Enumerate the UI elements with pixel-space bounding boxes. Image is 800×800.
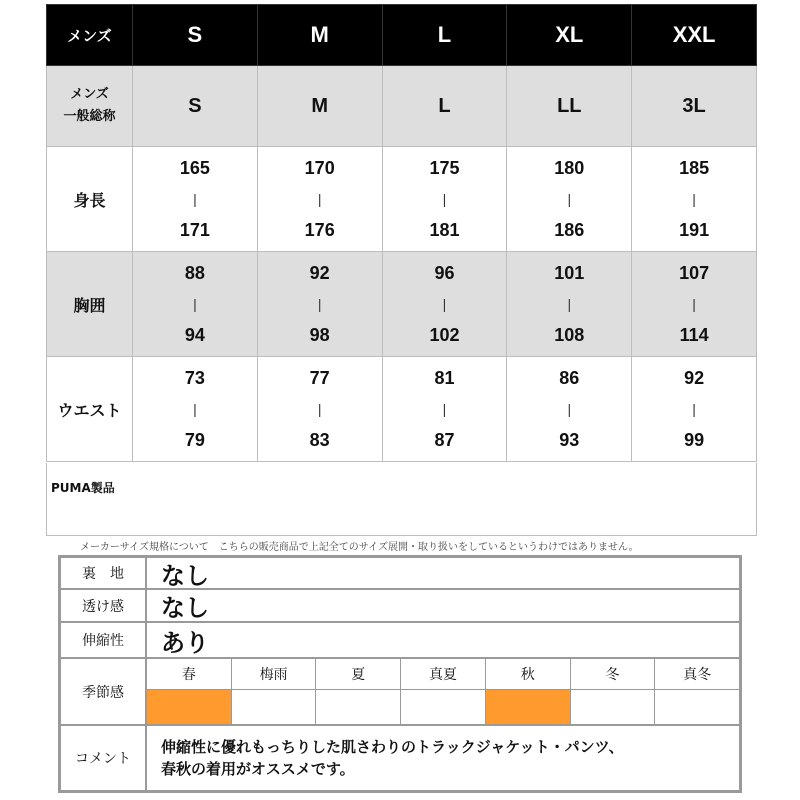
sheer-label: 透け感 xyxy=(61,590,147,621)
season-column xyxy=(486,659,571,724)
size-header-cell: S xyxy=(133,5,258,66)
range-cell xyxy=(382,252,507,357)
range-separator: | xyxy=(567,296,572,312)
attributes-table xyxy=(58,555,742,793)
range-min: 92 xyxy=(309,263,330,283)
size-chart-table xyxy=(46,4,757,462)
range-min: 96 xyxy=(434,263,455,283)
range-min: 170 xyxy=(304,158,335,178)
range-separator: | xyxy=(317,296,322,312)
general-size-row xyxy=(47,66,757,147)
range-min: 101 xyxy=(554,263,585,283)
sheer-row xyxy=(61,590,739,623)
range-max: 98 xyxy=(309,325,330,345)
season-row xyxy=(61,659,739,726)
range-cell xyxy=(382,147,507,252)
brand-box xyxy=(46,463,757,536)
season-marker xyxy=(232,690,316,724)
range-cell xyxy=(133,147,258,252)
season-name: 真冬 xyxy=(655,659,739,690)
general-size-label xyxy=(47,66,133,147)
season-marker xyxy=(655,690,739,724)
range-min: 81 xyxy=(434,368,455,388)
brand-label: PUMA製品 xyxy=(51,481,115,495)
lining-row xyxy=(61,558,739,590)
range-max: 87 xyxy=(434,430,455,450)
range-max: 186 xyxy=(554,220,585,240)
range-separator: | xyxy=(442,296,447,312)
size-header-cell: XXL xyxy=(632,5,757,66)
range-min: 175 xyxy=(429,158,460,178)
range-separator: | xyxy=(692,191,696,207)
comment-text xyxy=(161,736,624,780)
range-max: 176 xyxy=(304,220,335,240)
range-cell xyxy=(257,147,382,252)
comment-row xyxy=(61,726,739,790)
size-header-label: メンズ xyxy=(47,5,133,66)
range-min: 77 xyxy=(309,368,330,388)
range-separator: | xyxy=(567,401,572,417)
season-marker-active xyxy=(147,690,231,724)
size-header-cell: M xyxy=(257,5,382,66)
range-separator: | xyxy=(567,191,572,207)
range-min: 73 xyxy=(184,368,205,388)
range-cell xyxy=(133,357,258,462)
general-size-cell: S xyxy=(133,66,258,147)
comment-line: 伸縮性に優れもっちりした肌さわりのトラックジャケット・パンツ、 xyxy=(161,738,624,756)
stretch-row xyxy=(61,623,739,659)
lining-label: 裏 地 xyxy=(61,558,147,588)
season-name: 冬 xyxy=(571,659,655,690)
measure-label: ウエスト xyxy=(47,357,133,462)
range-cell xyxy=(507,252,632,357)
range-cell xyxy=(507,357,632,462)
range-max: 93 xyxy=(559,430,580,450)
range-min: 180 xyxy=(554,158,585,178)
stretch-value: あり xyxy=(161,628,209,657)
stretch-label: 伸縮性 xyxy=(61,623,147,657)
general-label-line: 一般総称 xyxy=(63,109,116,124)
range-separator: | xyxy=(317,401,322,417)
general-label-line: メンズ xyxy=(70,87,109,102)
range-separator: | xyxy=(442,401,447,417)
range-max: 79 xyxy=(184,430,205,450)
range-max: 99 xyxy=(684,430,705,450)
measure-label: 身長 xyxy=(47,147,133,252)
season-column xyxy=(655,659,739,724)
range-min: 92 xyxy=(684,368,705,388)
height-row xyxy=(47,147,757,252)
range-max: 191 xyxy=(679,220,710,240)
range-min: 88 xyxy=(184,263,205,283)
season-name: 春 xyxy=(147,659,231,690)
range-cell xyxy=(382,357,507,462)
range-cell xyxy=(507,147,632,252)
season-marker xyxy=(571,690,655,724)
sheer-value: なし xyxy=(161,594,209,622)
season-name: 夏 xyxy=(316,659,400,690)
range-separator: | xyxy=(193,401,197,417)
season-column xyxy=(232,659,317,724)
range-min: 86 xyxy=(559,368,580,388)
range-cell xyxy=(632,252,757,357)
size-header-cell: L xyxy=(382,5,507,66)
range-max: 83 xyxy=(309,430,330,450)
range-max: 181 xyxy=(429,220,460,240)
range-separator: | xyxy=(193,191,197,207)
season-label: 季節感 xyxy=(61,659,147,724)
range-separator: | xyxy=(317,191,322,207)
season-marker xyxy=(316,690,400,724)
lining-value: なし xyxy=(161,561,209,590)
season-column xyxy=(147,659,232,724)
season-column xyxy=(401,659,486,724)
season-column xyxy=(316,659,401,724)
general-size-cell: 3L xyxy=(632,66,757,147)
range-separator: | xyxy=(692,296,696,312)
range-max: 102 xyxy=(429,325,460,345)
range-max: 171 xyxy=(179,220,210,240)
range-separator: | xyxy=(442,191,447,207)
season-name: 秋 xyxy=(486,659,570,690)
range-separator: | xyxy=(193,296,197,312)
general-size-cell: L xyxy=(382,66,507,147)
range-separator: | xyxy=(692,401,696,417)
season-marker-active xyxy=(486,690,570,724)
waist-row xyxy=(47,357,757,462)
range-min: 165 xyxy=(179,158,210,178)
chest-row xyxy=(47,252,757,357)
range-min: 185 xyxy=(679,158,710,178)
comment-label: コメント xyxy=(61,726,147,790)
range-max: 94 xyxy=(184,325,205,345)
general-size-cell: M xyxy=(257,66,382,147)
range-cell xyxy=(257,252,382,357)
size-note: メーカーサイズ規格について こちらの販売商品で上記全てのサイズ展開・取り扱いをしているというわけではありません。 xyxy=(80,542,639,553)
range-cell xyxy=(133,252,258,357)
season-grid xyxy=(147,659,739,724)
range-max: 114 xyxy=(679,325,709,345)
range-min: 107 xyxy=(679,263,710,283)
season-column xyxy=(571,659,656,724)
season-marker xyxy=(401,690,485,724)
range-cell xyxy=(632,357,757,462)
range-cell xyxy=(257,357,382,462)
season-name: 梅雨 xyxy=(232,659,316,690)
comment-line: 春秋の着用がオススメです。 xyxy=(161,760,355,778)
season-name: 真夏 xyxy=(401,659,485,690)
size-header-cell: XL xyxy=(507,5,632,66)
size-header-row xyxy=(47,5,757,66)
range-max: 108 xyxy=(554,325,585,345)
general-size-cell: LL xyxy=(507,66,632,147)
range-cell xyxy=(632,147,757,252)
measure-label: 胸囲 xyxy=(47,252,133,357)
